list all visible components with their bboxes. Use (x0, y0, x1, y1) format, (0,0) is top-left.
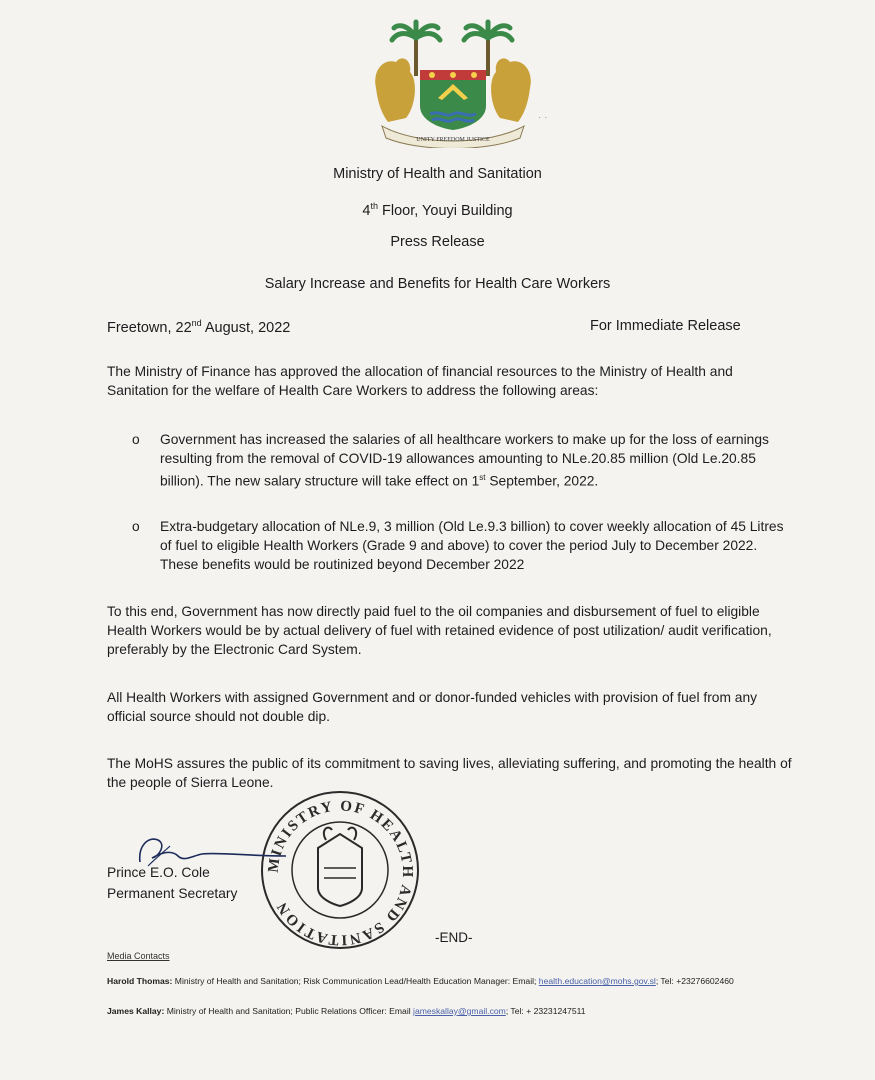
vehicles-paragraph: All Health Workers with assigned Government and or donor-funded vehicles with provision of fuel from any official source should not double dip. (107, 690, 758, 724)
signatory-title: Permanent Secretary (107, 886, 238, 901)
fuel-paragraph: To this end, Government has now directly paid fuel to the oil companies and disbursement of fuel to eligible Health Workers would be by actual delivery of fuel with retained evidence of post utilization/ audit verification, preferably by the Electronic Card System. (107, 604, 772, 657)
sierra-leone-coat-of-arms-icon (368, 18, 538, 148)
end-marker: -END- (435, 930, 473, 945)
list-item (132, 430, 792, 491)
list-item-text: Extra-budgetary allocation of NLe.9, 3 million (Old Le.9.3 billion) to cover weekly allocation of 45 Litres of fuel to eligible Health Workers (Grade 9 and above) to cover the period July to December 2022. These benefits would be routinized beyond December 2022 (160, 519, 784, 572)
release-status: For Immediate Release (590, 318, 741, 334)
release-subject: Salary Increase and Benefits for Health Care Workers (264, 276, 611, 292)
intro-paragraph: The Ministry of Finance has approved the allocation of financial resources to the Ministry of Health and Sanitation for the welfare of Health Care Workers to address the following areas: (107, 364, 733, 398)
ministry-name: Ministry of Health and Sanitation (333, 166, 542, 182)
commitment-paragraph: The MoHS assures the public of its commitment to saving lives, alleviating suffering, and promoting the health of the people of Sierra Leone. (107, 756, 792, 790)
bullet-marker: o (132, 519, 140, 534)
lion-icon (491, 58, 531, 122)
building-address: 4th Floor, Youyi Building (362, 201, 513, 219)
media-contacts-heading: Media Contacts (107, 951, 170, 961)
contact-line: James Kallay: Ministry of Health and Sanitation; Public Relations Officer: Email jameskallay@gmail.com; Tel: + 23231247511 (107, 1006, 586, 1016)
dateline: Freetown, 22nd August, 2022 (107, 318, 291, 336)
lion-icon (375, 58, 415, 122)
signatory-name: Prince E.O. Cole (107, 865, 210, 880)
list-item (132, 517, 792, 574)
list-item-text: Government has increased the salaries of all healthcare workers to make up for the loss of earnings resulting from the removal of COVID-19 allowances amounting to NLe.20.85 million (Old Le.20.85 billion). The new salary structure will take effect on 1st September, 2022. (160, 432, 769, 489)
document-type: Press Release (390, 234, 485, 250)
email-link[interactable]: jameskallay@gmail.com (413, 1006, 506, 1016)
margin-mark: · · (538, 112, 548, 123)
svg-text:UNITY FREEDOM JUSTICE: UNITY FREEDOM JUSTICE (416, 137, 490, 143)
bullet-marker: o (132, 432, 140, 447)
email-link[interactable]: health.education@mohs.gov.sl (538, 976, 656, 986)
contact-line: Harold Thomas: Ministry of Health and Sanitation; Risk Communication Lead/Health Education Manager: Email; health.education@mohs.gov.sl; Tel: +23276602460 (107, 976, 734, 986)
svg-text:MINISTRY OF HEALTH AND SANITAT: MINISTRY OF HEALTH AND SANITATION (265, 798, 416, 948)
